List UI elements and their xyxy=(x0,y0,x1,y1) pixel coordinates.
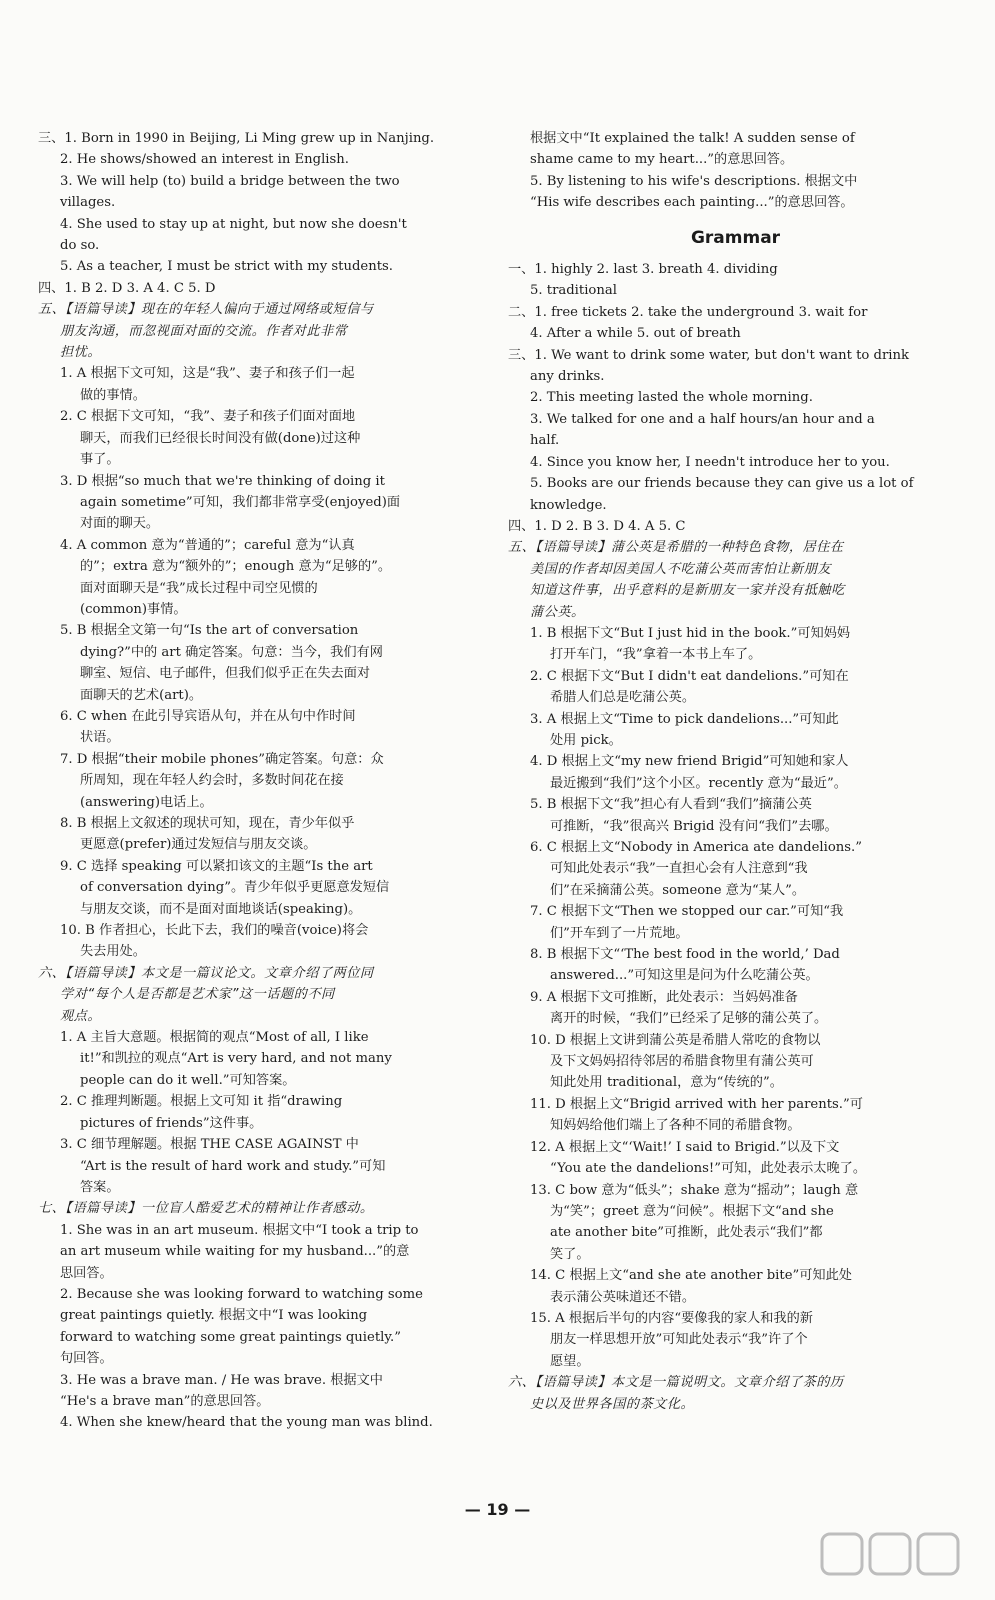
answer-line: 3. D 根据“so much that we're thinking of doing it xyxy=(60,473,385,489)
answer-line: 面聊天的艺术(art)。 xyxy=(80,687,203,703)
answer-line: 14. C 根据上文“and she ate another bite”可知此处 xyxy=(530,1268,852,1284)
answer-line: 3. He was a brave man. / He was brave. 根据文中 xyxy=(60,1372,383,1388)
answer-line: dying?”中的 art 确定答案。句意：当今，我们有网 xyxy=(80,644,383,660)
answer-line: 蒲公英。 xyxy=(530,604,585,620)
answer-line: 思回答。 xyxy=(60,1265,113,1281)
answer-line: 13. C bow 意为“低头”；shake 意为“摇动”；laugh 意 xyxy=(530,1182,859,1198)
answer-line: it!”和凯拉的观点“Art is very hard, and not many xyxy=(80,1051,392,1067)
answer-line: 可知此处表示“我”一直担心会有人注意到“我 xyxy=(550,861,808,877)
answer-line: 做的事情。 xyxy=(80,387,146,403)
answer-line: forward to watching some great paintings quietly.” xyxy=(60,1329,401,1345)
answer-line: 6. C when 在此引导宾语从句，并在从句中作时间 xyxy=(60,708,356,724)
answer-line: 聊室、短信、电子邮件，但我们似乎正在失去面对 xyxy=(80,666,371,682)
answer-line: 学对“每个人是否都是艺术家”这一话题的不同 xyxy=(60,987,335,1003)
answer-line: 2. He shows/showed an interest in English. xyxy=(60,152,349,168)
answer-line: 知道这件事，出乎意料的是新朋友一家并没有抵触吃 xyxy=(530,583,845,599)
answer-line: 美国的作者却因美国人不吃蒲公英而害怕让新朋友 xyxy=(530,561,832,577)
answer-line: 失去用处。 xyxy=(80,944,146,960)
answer-line: 状语。 xyxy=(80,730,120,746)
answer-line: great paintings quietly. 根据文中“I was looking xyxy=(60,1308,368,1324)
answer-line: 3. A 根据上文“Time to pick dandelions...”可知此 xyxy=(530,711,839,727)
answer-line: shame came to my heart...”的意思回答。 xyxy=(530,152,794,168)
answer-line: 7. C 根据下文“Then we stopped our car.”可知“我 xyxy=(530,904,844,920)
answer-line: 观点。 xyxy=(60,1008,102,1024)
answer-line: 为“笑”；greet 意为“问候”。根据下文“and she xyxy=(550,1203,834,1219)
answer-line: 打开车门，“我”拿着一本书上车了。 xyxy=(550,647,762,663)
answer-line: 们”在采摘蒲公英。someone 意为“某人”。 xyxy=(550,882,806,898)
answer-line: (common)事情。 xyxy=(80,601,187,617)
answer-line: 及下文妈妈招待邻居的希腊食物里有蒲公英可 xyxy=(550,1054,814,1070)
answer-line: 8. B 根据上文叙述的现状可知，现在，青少年似乎 xyxy=(60,816,355,831)
grammar-answers xyxy=(508,259,963,1415)
answer-line: 六、【语篇导读】本文是一篇议论文。文章介绍了两位同 xyxy=(38,965,374,981)
answer-line: “You ate the dandelions!”可知，此处表示太晚了。 xyxy=(550,1161,867,1177)
answer-line: 事了。 xyxy=(80,452,120,468)
answer-line: 四、1. D 2. B 3. D 4. A 5. C xyxy=(508,518,686,534)
answer-line: 4. When she knew/heard that the young man was blind. xyxy=(60,1415,433,1431)
watermark-logo-icon xyxy=(820,1530,980,1590)
answer-line: 5. B 根据全文第一句“Is the art of conversation xyxy=(60,623,359,639)
answer-line: 史以及世界各国的茶文化。 xyxy=(530,1396,695,1412)
answer-line: 10. B 作者担心，长此下去，我们的噪音(voice)将会 xyxy=(60,923,369,939)
answer-line: 1. She was in an art museum. 根据文中“I took a trip to xyxy=(60,1222,419,1238)
answer-line: 聊天，而我们已经很长时间没有做(done)过这种 xyxy=(80,430,361,446)
answer-line: 4. D 根据上文“my new friend Brigid”可知她和家人 xyxy=(530,754,849,770)
answer-line: 2. C 根据下文“But I didn't eat dandelions.”可知在 xyxy=(530,668,849,684)
answer-line: knowledge. xyxy=(530,497,607,513)
answer-line: 可推断，“我”很高兴 Brigid 没有问“我们”去哪。 xyxy=(550,818,838,834)
answer-line: 1. B 根据下文“But I just hid in the book.”可知妈妈 xyxy=(530,625,851,641)
answer-line: 5. Books are our friends because they can give us a lot of xyxy=(530,476,914,492)
answer-line: 2. C 推理判断题。根据上文可知 it 指“drawing xyxy=(60,1094,343,1110)
answer-line: of conversation dying”。青少年似乎更愿意发短信 xyxy=(80,880,390,896)
answer-line: “He's a brave man”的意思回答。 xyxy=(60,1393,270,1409)
answer-line: 二、1. free tickets 2. take the underground 3. wait for xyxy=(508,304,868,320)
answer-line: 答案。 xyxy=(80,1179,120,1195)
answer-line: 句回答。 xyxy=(60,1351,113,1367)
answer-line: 处用 pick。 xyxy=(550,732,622,748)
answer-line: 5. By listening to his wife's descriptions. 根据文中 xyxy=(530,173,858,189)
answer-line: 希腊人们总是吃蒲公英。 xyxy=(550,690,696,706)
grammar-heading: Grammar xyxy=(690,227,781,248)
answer-line: half. xyxy=(530,433,560,449)
answer-line: (answering)电话上。 xyxy=(80,794,213,810)
answer-line: 们”开车到了一片荒地。 xyxy=(550,925,689,941)
answer-line: answered...”可知这里是问为什么吃蒲公英。 xyxy=(550,968,819,984)
answer-line: 1. A 主旨大意题。根据简的观点“Most of all, I like xyxy=(60,1030,369,1046)
answer-line: 六、【语篇导读】本文是一篇说明文。文章介绍了茶的历 xyxy=(508,1375,844,1391)
answer-line: 知妈妈给他们端上了各种不同的希腊食物。 xyxy=(550,1118,801,1134)
answer-line: 的”；extra 意为“额外的”；enough 意为“足够的”。 xyxy=(80,559,392,575)
answer-line: 10. D 根据上文讲到蒲公英是希腊人常吃的食物以 xyxy=(530,1032,821,1048)
answer-line: 知此处用 traditional，意为“传统的”。 xyxy=(550,1075,783,1091)
answer-line: pictures of friends”这件事。 xyxy=(80,1115,263,1131)
answer-line: 15. A 根据后半句的内容“要像我的家人和我的新 xyxy=(530,1310,813,1326)
answer-line: 三、1. Born in 1990 in Beijing, Li Ming grew up in Nanjing. xyxy=(38,131,435,146)
answer-line: 朋友一样思想开放”可知此处表示“我”许了个 xyxy=(550,1332,808,1348)
answer-line: do so. xyxy=(60,238,100,254)
answer-line: 离开的时候，“我们”已经采了足够的蒲公英了。 xyxy=(550,1011,828,1027)
answer-line: 1. A 根据下文可知，这是“我”、妻子和孩子们一起 xyxy=(60,366,355,382)
answer-line: 3. We will help (to) build a bridge between the two xyxy=(60,173,400,189)
answer-line: 愿望。 xyxy=(550,1353,590,1369)
answer-line: 三、1. We want to drink some water, but don't want to drink xyxy=(508,347,909,363)
answer-line: 5. B 根据下文“我”担心有人看到“我们”摘蒲公英 xyxy=(530,797,812,813)
answer-line: 更愿意(prefer)通过发短信与朋友交谈。 xyxy=(80,837,317,853)
answer-line: people can do it well.”可知答案。 xyxy=(80,1072,296,1088)
answer-line: 一、1. highly 2. last 3. breath 4. dividing xyxy=(508,262,778,278)
answer-line: 3. We talked for one and a half hours/an hour and a xyxy=(530,411,875,427)
answer-line: 2. This meeting lasted the whole morning. xyxy=(530,390,813,406)
right-column xyxy=(508,128,963,1415)
answer-line: 4. She used to stay up at night, but now she doesn't xyxy=(60,216,407,232)
answer-line: 5. traditional xyxy=(530,283,617,299)
answer-line: 9. A 根据下文可推断，此处表示：当妈妈准备 xyxy=(530,989,798,1005)
answer-line: 7. D 根据“their mobile phones”确定答案。句意：众 xyxy=(60,751,384,767)
answer-line: 最近搬到“我们”这个小区。recently 意为“最近”。 xyxy=(550,775,847,791)
page-number: — 19 — xyxy=(464,1500,531,1519)
answer-line: 9. C 选择 speaking 可以紧扣该文的主题“Is the art xyxy=(60,858,373,874)
answer-line: 4. After a while 5. out of breath xyxy=(530,326,741,342)
answer-line: 五、【语篇导读】现在的年轻人偏向于通过网络或短信与 xyxy=(38,302,374,318)
answer-line: an art museum while waiting for my husband...”的意 xyxy=(60,1244,410,1260)
answer-line: 根据文中“It explained the talk! A sudden sense of xyxy=(530,131,855,146)
right-top-answers xyxy=(508,128,963,214)
answer-line: 11. D 根据上文“Brigid arrived with her parents.”可 xyxy=(530,1096,863,1112)
answer-line: 4. A common 意为“普通的”；careful 意为“认真 xyxy=(60,537,355,553)
answer-line: “His wife describes each painting...”的意思回答。 xyxy=(530,195,854,211)
answer-line: 8. B 根据下文“‘The best food in the world,’ Dad xyxy=(530,947,840,963)
answer-line: 与朋友交谈，而不是面对面地谈话(speaking)。 xyxy=(80,901,362,917)
answer-line: 朋友沟通，而忽视面对面的交流。作者对此非常 xyxy=(60,323,348,339)
answer-line: again sometime”可知，我们都非常享受(enjoyed)面 xyxy=(80,494,401,510)
answer-line: 面对面聊天是“我”成长过程中司空见惯的 xyxy=(80,580,318,596)
answer-line: 担忧。 xyxy=(60,345,102,361)
answer-line: 12. A 根据上文“‘Wait!’ I said to Brigid.”以及下文 xyxy=(530,1139,840,1155)
answer-line: 5. As a teacher, I must be strict with my students. xyxy=(60,259,393,275)
answer-line: ate another bite”可推断，此处表示“我们”都 xyxy=(550,1225,823,1241)
answer-line: 五、【语篇导读】蒲公英是希腊的一种特色食物，居住在 xyxy=(508,540,844,556)
answer-line: 四、1. B 2. D 3. A 4. C 5. D xyxy=(38,280,216,296)
answer-line: 七、【语篇导读】一位盲人酷爱艺术的精神让作者感动。 xyxy=(38,1201,374,1217)
answer-line: 4. Since you know her, I needn't introduce her to you. xyxy=(530,454,890,470)
answer-line: 笑了。 xyxy=(550,1246,590,1262)
answer-line: 所周知，现在年轻人约会时，多数时间花在接 xyxy=(80,773,344,789)
left-column xyxy=(38,128,493,1434)
answer-line: 表示蒲公英味道还不错。 xyxy=(550,1289,696,1305)
answer-line: any drinks. xyxy=(530,369,605,385)
answer-line: villages. xyxy=(60,195,116,211)
answer-line: “Art is the result of hard work and study.”可知 xyxy=(80,1158,386,1174)
answer-line: 对面的聊天。 xyxy=(80,516,160,532)
answer-line: 2. C 根据下文可知，“我”、妻子和孩子们面对面地 xyxy=(60,409,356,425)
answer-line: 2. Because she was looking forward to watching some xyxy=(60,1286,423,1302)
answer-line: 3. C 细节理解题。根据 THE CASE AGAINST 中 xyxy=(60,1137,359,1153)
answer-line: 6. C 根据上文“Nobody in America ate dandelions.” xyxy=(530,840,862,855)
